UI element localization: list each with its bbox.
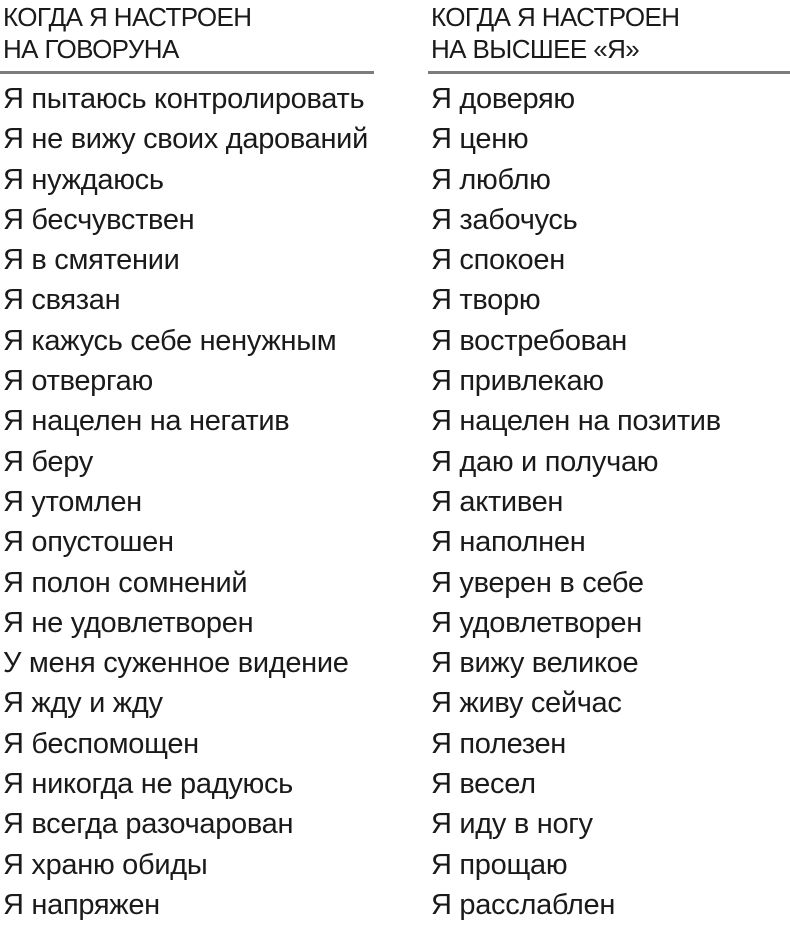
list-item: Я забочусь [431, 203, 578, 236]
list-item: Я кажусь себе ненужным [3, 324, 337, 357]
list-item: Я жду и жду [3, 687, 163, 720]
list-item: Я расслаблен [431, 888, 616, 921]
statement-list-talker [0, 79, 374, 925]
list-item: Я вижу великое [431, 647, 639, 680]
list-item: Я востребован [431, 324, 627, 357]
list-item: Я творю [431, 284, 541, 317]
list-item: Я привлекаю [431, 365, 604, 398]
list-item: Я нуждаюсь [3, 163, 164, 196]
header-rule [428, 71, 790, 74]
list-item: Я активен [431, 485, 564, 518]
list-item: Я доверяю [431, 83, 575, 115]
list-item: Я наполнен [431, 526, 586, 559]
list-item: Я не вижу своих дарований [3, 123, 368, 156]
list-item: Я даю и получаю [431, 445, 659, 478]
list-item: Я не удовлетворен [3, 606, 254, 639]
list-item: Я полезен [431, 727, 567, 760]
list-item: Я опустошен [3, 526, 174, 559]
list-item: Я бесчувствен [3, 203, 195, 236]
list-item: Я храню обиды [3, 848, 208, 881]
list-item: Я связан [3, 284, 121, 317]
list-item: Я люблю [431, 163, 551, 196]
list-item: Я в смятении [3, 244, 180, 277]
header-line: КОГДА Я НАСТРОЕН [431, 2, 680, 32]
header-line: НА ВЫСШЕЕ «Я» [431, 34, 640, 64]
list-item: Я никогда не радуюсь [3, 768, 293, 801]
statement-list-higher-self [428, 79, 790, 925]
list-item: Я отвергаю [3, 365, 153, 398]
list-item: Я всегда разочарован [3, 808, 294, 841]
column-talker-mode [0, 0, 374, 925]
column-higher-self-mode [428, 0, 790, 925]
list-item: Я уверен в себе [431, 566, 644, 599]
list-item: Я пытаюсь контролировать [3, 83, 365, 115]
list-item: Я полон сомнений [3, 566, 248, 599]
list-item: Я нацелен на негатив [3, 405, 290, 438]
header-rule [0, 71, 374, 74]
header-line: НА ГОВОРУНА [3, 34, 179, 64]
list-item: Я ценю [431, 123, 529, 156]
list-item: У меня суженное видение [3, 647, 349, 680]
list-item: Я весел [431, 768, 536, 801]
list-item: Я утомлен [3, 485, 142, 518]
list-item: Я удовлетворен [431, 606, 642, 639]
list-item: Я живу сейчас [431, 687, 622, 720]
list-item: Я напряжен [3, 888, 160, 921]
header-line: КОГДА Я НАСТРОЕН [3, 2, 252, 32]
column-header-talker [0, 0, 374, 65]
list-item: Я беру [3, 445, 93, 478]
list-item: Я спокоен [431, 244, 565, 277]
list-item: Я иду в ногу [431, 808, 593, 841]
list-item: Я нацелен на позитив [431, 405, 721, 438]
column-header-higher-self [428, 0, 790, 65]
list-item: Я прощаю [431, 848, 568, 881]
list-item: Я беспомощен [3, 727, 199, 760]
